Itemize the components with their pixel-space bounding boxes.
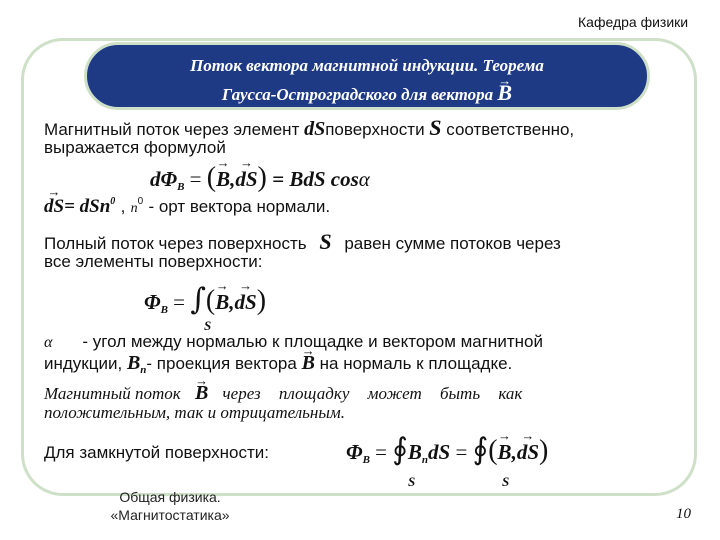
oint-limit-s-2: S: [502, 474, 510, 489]
paragraph-angle-line2: индукции, $B_n-$ проекция вектора → B на нормаль к площадке.: [44, 353, 684, 380]
paragraph-flux-element-line2: выражается формулой: [44, 138, 226, 157]
formula-dS-normal: → dS= dSn$^0$ , $n^0$ - орт вектора нормали.: [44, 196, 330, 218]
page-number: 10: [676, 506, 691, 522]
title-line-1: Поток вектора магнитной индукции. Теорема: [190, 56, 544, 75]
paragraph-closed-surface: Для замкнутой поверхности:: [44, 443, 269, 462]
symbol-S-2: S: [319, 229, 332, 254]
slide-title: [84, 52, 650, 108]
title-vector-b: → B: [497, 79, 512, 106]
paragraph-flux-element: Магнитный поток через элемент dSповерхности S соответственно,: [44, 115, 575, 140]
paragraph-sign-note-line2: положительным, так и отрицательным.: [44, 403, 345, 422]
formula-total-flux: $\Phi_B$ = ∫(→ B,→ dS): [144, 282, 266, 317]
symbol-dS: dS: [304, 118, 326, 140]
paragraph-sign-note: Магнитный поток → B через площадку может быть как: [44, 383, 684, 404]
paragraph-total-flux: Полный поток через поверхность S равен сумме потоков через: [44, 229, 561, 254]
department-label: Кафедра физики: [578, 14, 689, 30]
oint-limit-s-1: S: [408, 474, 416, 489]
footer-course: Общая физика. «Магнитостатика»: [110, 489, 230, 523]
paragraph-angle: α - угол между нормалью к площадке и вектором магнитной: [44, 332, 543, 351]
title-line-2: Гаусса-Остроградского для вектора → B: [84, 79, 650, 108]
symbol-S: S: [429, 115, 442, 140]
paragraph-total-flux-line2: все элементы поверхности:: [44, 252, 263, 271]
formula-dphi: $d\Phi_B$ = (→ B,→ dS) = BdS cosα: [150, 162, 370, 194]
integral-limit-s: S: [204, 318, 212, 333]
formula-gauss: $\Phi_B$ = $∮B_ndS$ = ∮(→ B,→ dS): [346, 432, 548, 467]
